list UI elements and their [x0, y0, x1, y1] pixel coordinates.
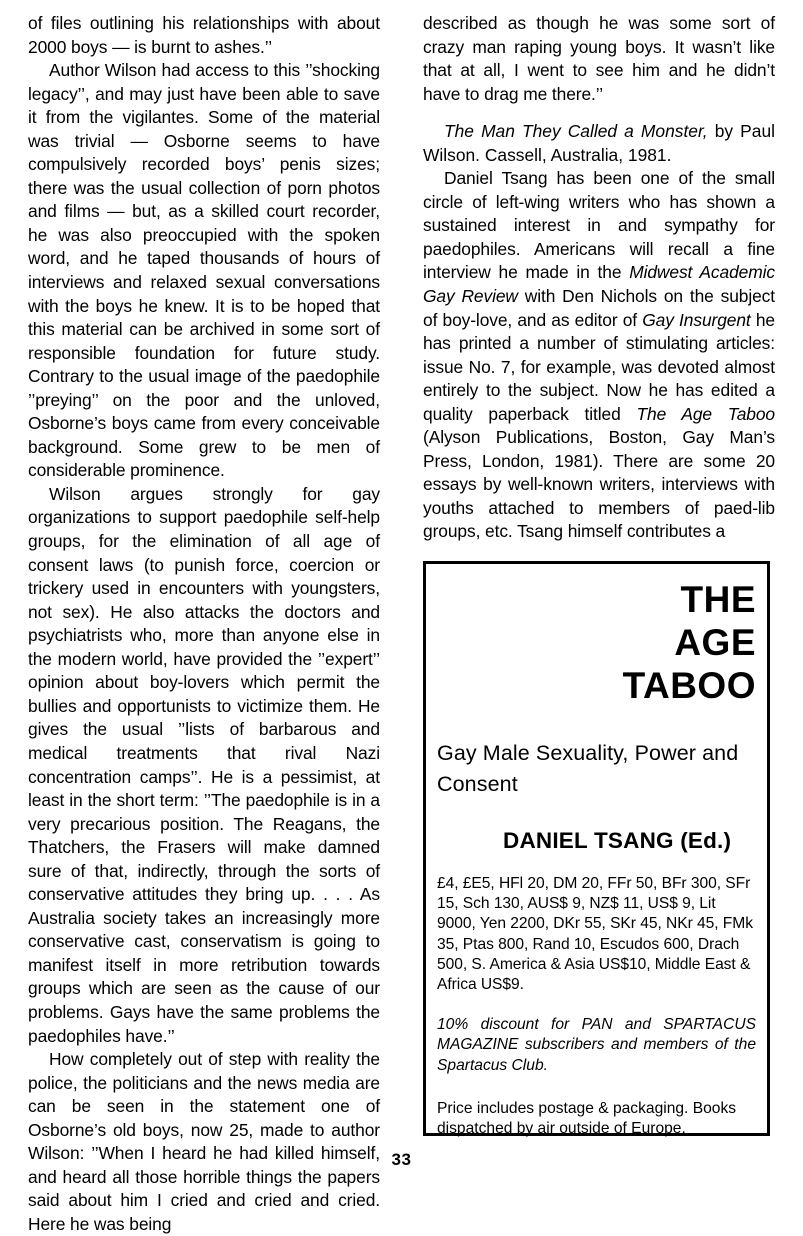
ad-book-title — [437, 564, 756, 707]
journal-gay-insurgent: Gay Insurgent — [642, 309, 751, 330]
book-citation — [423, 120, 775, 167]
ad-postage-notice: Price includes postage & packaging. Books dispatched by air outside of Europe. — [437, 1099, 737, 1138]
right-text-column — [423, 12, 775, 544]
advertisement-box — [423, 561, 770, 1136]
paragraph-daniel-tsang — [423, 167, 775, 544]
paragraph-continuation-right: described as though he was some sort of crazy man raping young boys. It wasn’t like that at all, I went to see him and he didn’t have to drag me there.’’ — [423, 13, 775, 104]
journal-midwest-academic-gay-review: Midwest Academic Gay Review — [423, 262, 775, 307]
citation-rest: by Paul Wilson. Cassell, Australia, 1981. — [423, 121, 775, 165]
ad-title-line-3: TABOO — [622, 665, 756, 706]
ad-price-list: £4, £E5, HFl 20, DM 20, FFr 50, BFr 300, SFr 15, Sch 130, AUS$ 9, NZ$ 11, US$ 9, Lit 9000, Yen 2200, DKr 55, SKr 45, NKr 45, FMk 35, Ptas 800, Rand 10, Escudos 600, Drach 500, S. America & Asia US$10, Middle East & Africa US$9. — [437, 875, 753, 994]
ad-title-line-2: AGE — [674, 622, 756, 663]
ad-book-subtitle: Gay Male Sexuality, Power and Consent — [437, 741, 739, 796]
paragraph-author-wilson: Author Wilson had access to this ’’shocking legacy’’, and may just have been able to save it from the vigilantes. Some of the material was trivial — Osborne seems to have compulsively recorded boys’ penis sizes; there was the usual collection of porn photos and films — but, as a skilled court recorder, he was also preoccupied with the spoken word, and he taped thousands of hours of interviews and relaxed sexual conversations with the boys he knew. It is to be hoped that this material can be archived in some sort of responsible foundation for future study. Contrary to the usual image of the paedophile ’’preying’’ on the poor and the unloved, Osborne’s boys came from every conceivable background. Some grew to be men of considerable prominence. — [28, 60, 380, 481]
ad-discount-notice: 10% discount for PAN and SPARTACUS MAGAZINE subscribers and members of the Spartacus Club. — [437, 1016, 756, 1074]
page-number: 33 — [391, 1150, 412, 1169]
tsang-text-part1: Daniel Tsang has been one of the small circle of left-wing writers who has shown a sustained interest in and sympathy for paedophiles. Americans will recall a fine interview he made in the — [423, 168, 775, 283]
advertisement-content — [426, 564, 767, 1138]
ad-title-line-1: THE — [680, 579, 756, 620]
book-title-the-age-taboo: The Age Taboo — [636, 403, 775, 424]
paragraph-continuation-left: of files outlining his relationships with about 2000 boys — is burnt to ashes.’’ — [28, 13, 380, 57]
paragraph-wilson-argues: Wilson argues strongly for gay organizations to support paedophile self-help groups, for the elimination of all age of consent laws (to punish force, coercion or trickery used in encounters with youngsters, not sex). He also attacks the doctors and psychiatrists who, more than anyone else in the modern world, have provided the ’’expert’’ opinion about boy-lovers which permit the bullies and opportunists to victimize them. He gives the usual ’’lists of barbarous and medical treatments that rival Nazi concentration camps’’. He is a pessimist, at least in the short term: ’’The paedophile is in a very precarious position. The Reagans, the Thatchers, the Frasers will make damned sure of that, indirectly, through the sorts of conservative attitudes they bring up. . . . As Australia society takes an increasingly more conservative cast, conservatism is going to manifest itself in more retribution towards groups which are seen as the cause of our problems. Gays have the same problems the paedophiles have.’’ — [28, 483, 380, 1046]
tsang-text-part3: he has printed a number of stimulating articles: issue No. 7, for example, was devoted almost entirely to the subject. Now he has edited a quality paperback titled — [423, 309, 775, 424]
tsang-text-part4: (Alyson Publications, Boston, Gay Man’s Press, London, 1981). There are some 20 essays by well-known writers, interviews with youths attached to members of paed-lib groups, etc. Tsang himself contributes a — [423, 427, 775, 542]
citation-title: The Man They Called a Monster, — [444, 121, 708, 142]
ad-book-author: DANIEL TSANG (Ed.) — [503, 828, 732, 853]
tsang-text-part2: with Den Nichols on the subject of boy-love, and as editor of — [423, 286, 775, 330]
paragraph-how-completely: How completely out of step with reality the police, the politicians and the news media are can be seen in the statement one of Osborne’s old boys, now 25, made to author Wilson: ’’When I heard he had killed himself, and heard all those horrible things the papers said about him I cried and cried and cried. Here he was being — [28, 1049, 380, 1234]
left-text-column — [28, 12, 380, 1236]
